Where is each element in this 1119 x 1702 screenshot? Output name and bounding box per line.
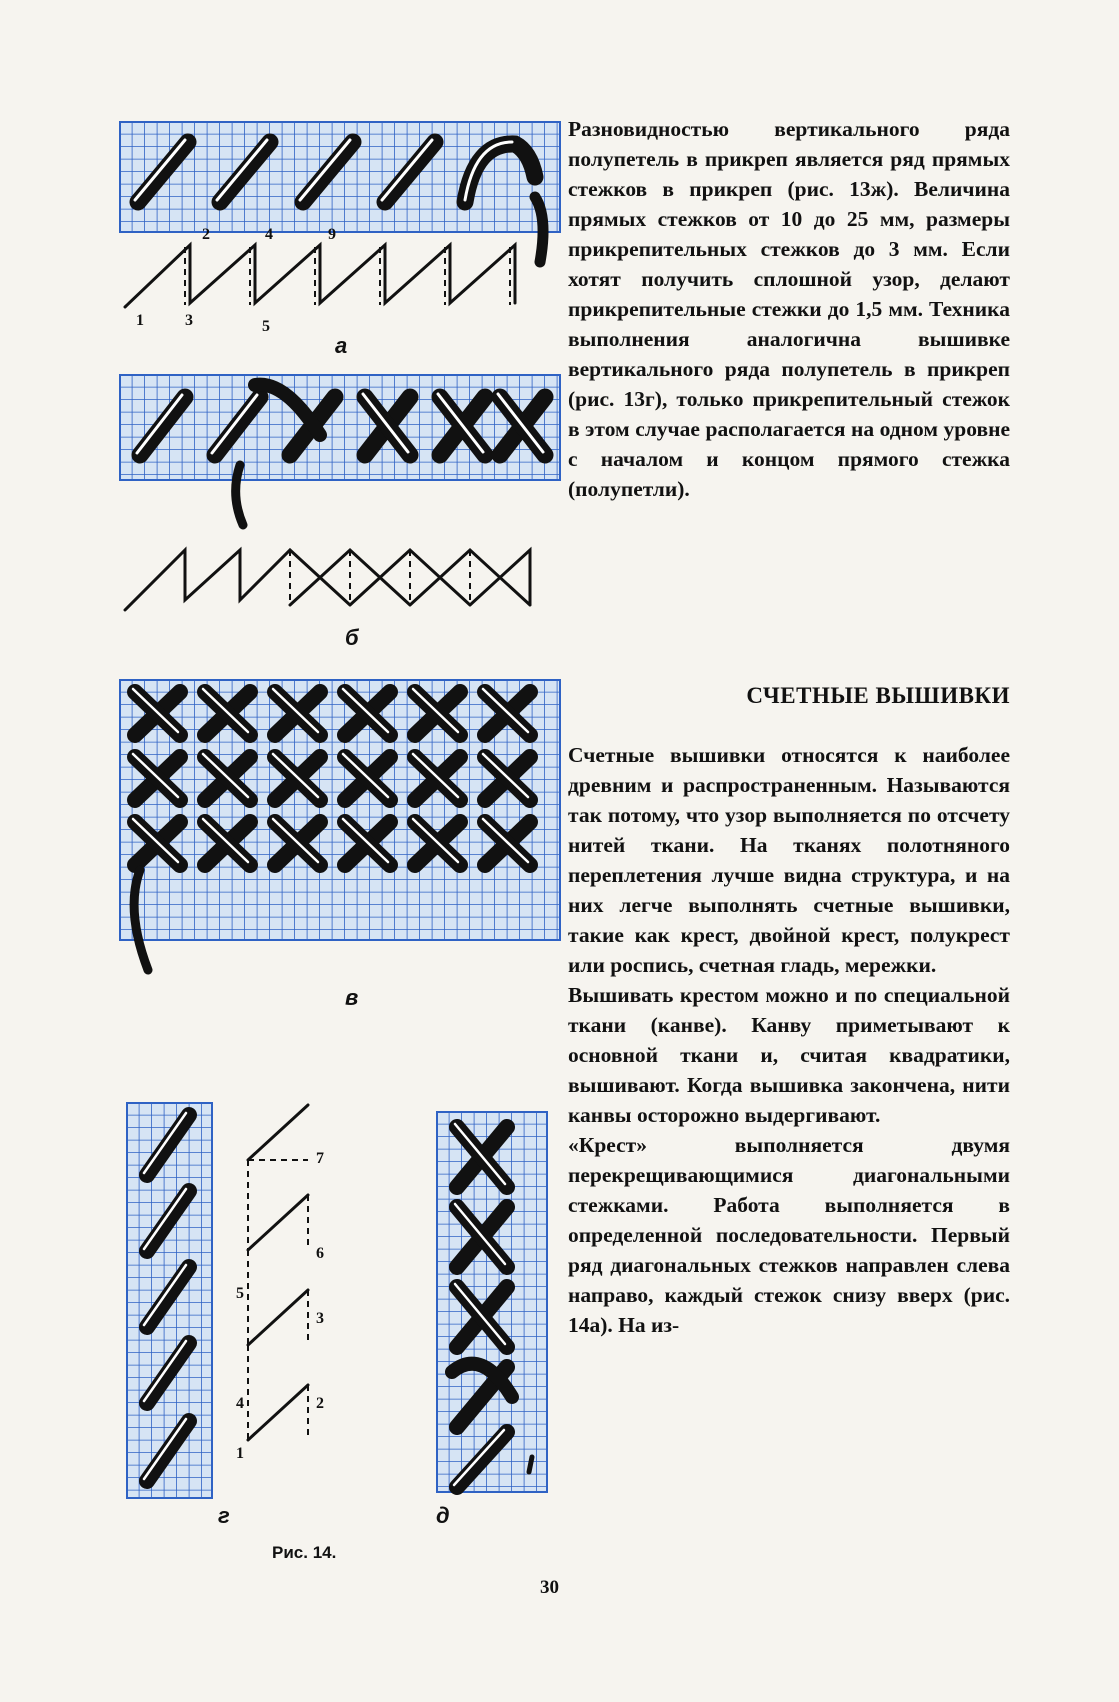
figure-g-number: 5 xyxy=(236,1285,244,1302)
figure-a-number: 2 xyxy=(202,226,210,243)
figure-a-grid xyxy=(120,122,560,232)
figure-g-grid xyxy=(127,1103,212,1498)
figure-caption: Рис. 14. xyxy=(272,1543,337,1562)
text-block-2 xyxy=(568,740,1010,1340)
figure-a-number: 1 xyxy=(136,312,144,329)
figure-g-number: 4 xyxy=(236,1395,244,1412)
figure-a-number: 3 xyxy=(185,312,193,329)
figure-g-number: 1 xyxy=(236,1445,244,1462)
paragraph-4: «Крест» выполняется двумя перекрещивающимися диагональными стежками. Работа выполняется в определенной последовательности. Первый ряд диагональных стежков направлен слева направо, каждый стежок снизу вверх (рис. 14а). На из- xyxy=(568,1133,1010,1337)
figure-a-number: 9 xyxy=(328,226,336,243)
figure-label-v: в xyxy=(345,985,359,1010)
figure-b-diagram xyxy=(120,530,550,630)
figure-a-number: 4 xyxy=(265,226,273,243)
page-number: 30 xyxy=(540,1577,559,1598)
paragraph-2: Счетные вышивки относятся к наиболее древним и распространенным. Называются так потому, что узор выполняется по отсчету нитей ткани. На тканях полотняного переплетения лучше видна структура, и на них легче выполнять счетные вышивки, такие как крест, двойной крест, полукрест или роспись, счетная гладь, мережки. xyxy=(568,743,1010,977)
figure-label-b: б xyxy=(345,625,359,650)
figure-label-d: д xyxy=(436,1503,450,1528)
figure-g-number: 7 xyxy=(316,1150,324,1167)
figure-a-number: 5 xyxy=(262,318,270,335)
figure-d-grid xyxy=(437,1112,547,1492)
figure-g-number: 6 xyxy=(316,1245,324,1262)
figure-g-number: 3 xyxy=(316,1310,324,1327)
figure-v-grid xyxy=(120,680,560,940)
paragraph-1: Разновидностью вертикального ряда полупетель в прикреп является ряд прямых стежков в прикреп (рис. 13ж). Величина прямых стежков от 10 до 25 мм, размеры прикрепительных стежков до 3 мм. Если хотят получить сплошной узор, делают прикрепительные стежки до 1,5 мм. Техника выполнения аналогична вышивке вертикального ряда полупетель в прикреп (рис. 13г), только прикрепительный стежок в этом случае располагается на одном уровне с началом и концом прямого стежка (полупетли). xyxy=(568,117,1010,501)
figure-b-grid xyxy=(120,375,560,480)
figure-g-number: 2 xyxy=(316,1395,324,1412)
section-heading: СЧЕТНЫЕ ВЫШИВКИ xyxy=(746,683,1010,708)
figure-label-a: а xyxy=(335,333,348,358)
figure-label-g: г xyxy=(218,1503,230,1528)
paragraph-3: Вышивать крестом можно и по специальной ткани (канве). Канву приметывают к основной ткани и, считая квадратики, вышивают. Когда вышивка закончена, нити канвы осторожно выдергивают. xyxy=(568,983,1010,1127)
text-block-1 xyxy=(568,114,1010,504)
